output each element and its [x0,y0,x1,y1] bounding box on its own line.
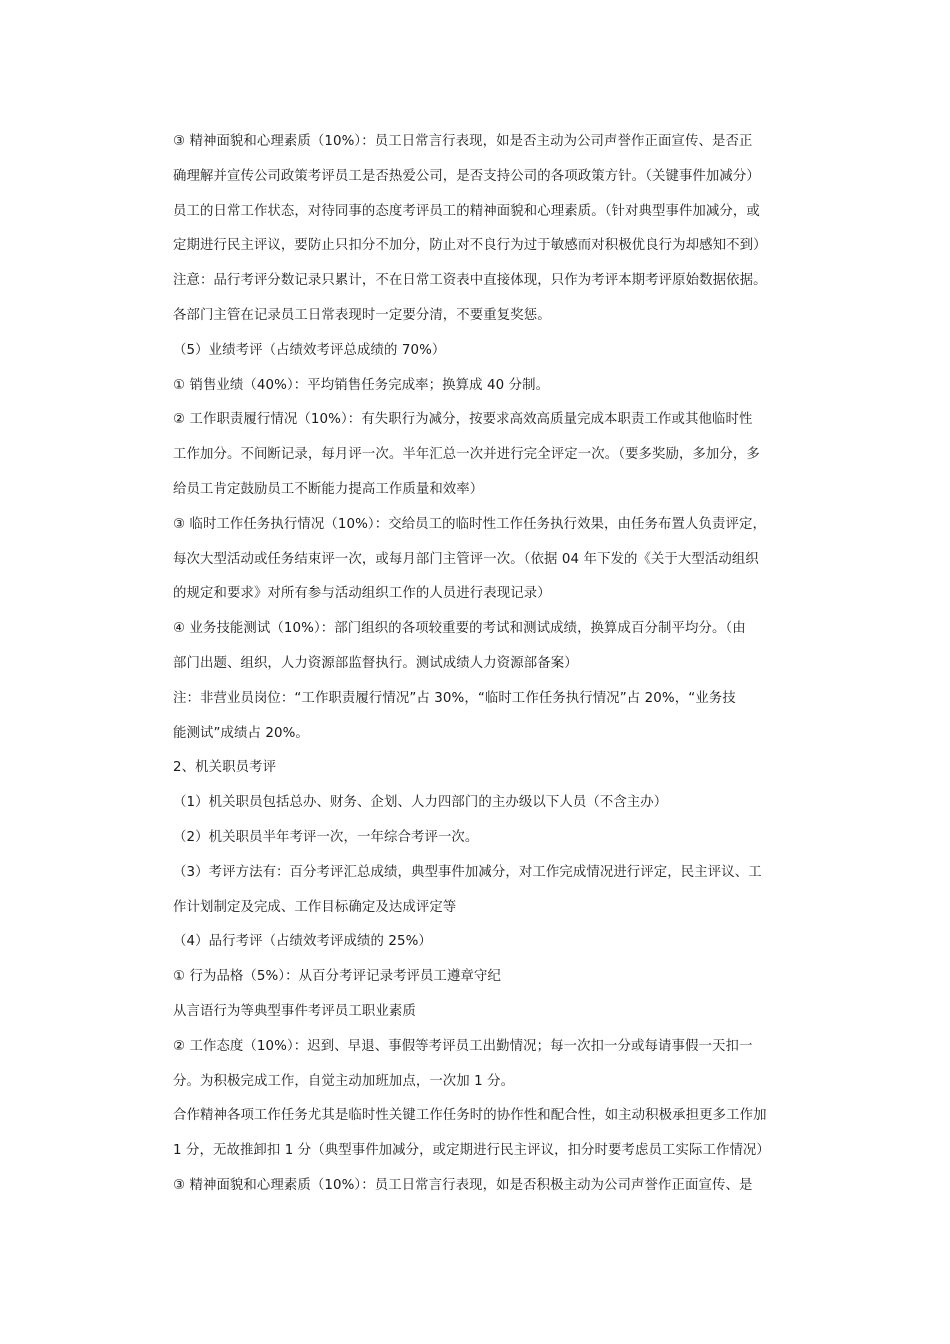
text-line: ③ 精神面貌和心理素质（10%）：员工日常言行表现，如是否主动为公司声誉作正面宣传、是否正 [173,134,753,149]
text-line: 从言语行为等典型事件考评员工职业素质 [173,1003,416,1019]
text-line: 各部门主管在记录员工日常表现时一定要分清，不要重复奖惩。 [173,307,551,323]
text-line: 给员工肯定鼓励员工不断能力提高工作质量和效率） [173,481,484,497]
section-heading: （4）品行考评（占绩效考评成绩的 25%） [173,934,432,950]
text-line: ③ 精神面貌和心理素质（10%）：员工日常言行表现，如是否积极主动为公司声誉作正面宣传、是 [173,1177,753,1193]
text-line: 确理解并宣传公司政策考评员工是否热爱公司，是否支持公司的各项政策方针。（关键事件加减分） [173,168,760,184]
text-line: 合作精神各项工作任务尤其是临时性关键工作任务时的协作性和配合性，如主动积极承担更多工作加 [173,1108,767,1124]
section-heading: 2、机关职员考评 [173,760,277,776]
text-line: 1 分，无故推卸扣 1 分（典型事件加减分，或定期进行民主评议，扣分时要考虑员工实际工作情况） [173,1143,770,1159]
section-heading: （5）业绩考评（占绩效考评总成绩的 70%） [173,342,446,358]
text-line: 定期进行民主评议，要防止只扣分不加分，防止对不良行为过于敏感而对积极优良行为却感知不到） [173,238,767,254]
text-line: 工作加分。不间断记录，每月评一次。半年汇总一次并进行完全评定一次。（要多奖励，多加分，多 [173,447,760,463]
text-line: ④ 业务技能测试（10%）：部门组织的各项较重要的考试和测试成绩，换算成百分制平均分。（由 [173,621,746,637]
text-line: ③ 临时工作任务执行情况（10%）：交给员工的临时性工作任务执行效果，由任务布置人负责评定， [173,516,766,532]
text-line: ① 销售业绩（40%）：平均销售任务完成率；换算成 40 分制。 [173,377,550,393]
text-line: 作计划制定及完成、工作目标确定及达成评定等 [173,899,457,915]
text-line: 每次大型活动或任务结束评一次，或每月部门主管评一次。（依据 04 年下发的《关于大型活动组织 [173,551,759,567]
text-line: 能测试”成绩占 20%。 [173,725,309,741]
text-line: ② 工作态度（10%）：迟到、早退、事假等考评员工出勤情况；每一次扣一分或每请事假一天扣一 [173,1038,753,1054]
text-line: ② 工作职责履行情况（10%）：有失职行为减分，按要求高效高质量完成本职责工作或其他临时性 [173,412,753,428]
text-line: 的规定和要求》对所有参与活动组织工作的人员进行表现记录） [173,586,551,602]
text-line: （1）机关职员包括总办、财务、企划、人力四部门的主办级以下人员（不含主办） [173,795,668,811]
text-line: （2）机关职员半年考评一次，一年综合考评一次。 [173,829,479,845]
text-line: 注意：品行考评分数记录只累计，不在日常工资表中直接体现，只作为考评本期考评原始数据依据。 [173,273,767,289]
text-line: 注：非营业员岗位：“工作职责履行情况”占 30%，“临时工作任务执行情况”占 20%，“业务技 [173,690,736,706]
text-line: 部门出题、组织，人力资源部监督执行。测试成绩人力资源部备案） [173,655,578,671]
text-line: （3）考评方法有：百分考评汇总成绩，典型事件加减分，对工作完成情况进行评定，民主评议、工 [173,864,762,880]
text-line: ① 行为品格（5%）：从百分考评记录考评员工遵章守纪 [173,969,501,985]
document-body [173,125,813,1204]
text-line: 员工的日常工作状态，对待同事的态度考评员工的精神面貌和心理素质。（针对典型事件加减分，或 [173,203,760,219]
text-line: 分。为积极完成工作，自觉主动加班加点，一次加 1 分。 [173,1073,515,1089]
